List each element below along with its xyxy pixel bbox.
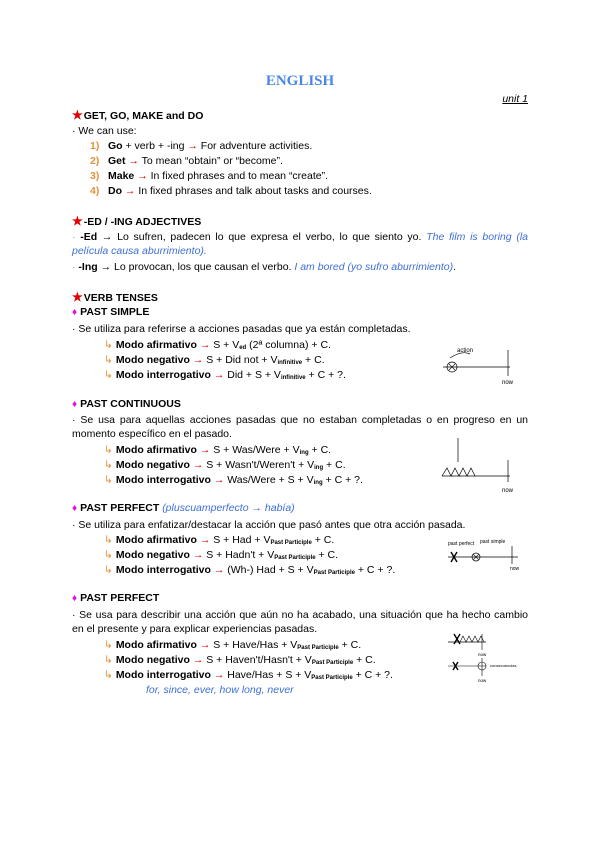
diagram-label: now xyxy=(502,488,514,494)
diagram-label: consecuencias xyxy=(490,663,517,668)
list-item: 3) Make → In fixed phrases and to mean “create”. xyxy=(90,170,329,182)
diagram-label: now xyxy=(510,566,520,572)
star-icon: ★ xyxy=(72,108,83,122)
present-perfect-interrogative: ↳ Modo interrogativo → Have/Has + $S + V_{Past Participle} + C$ + ?. xyxy=(104,669,393,681)
diamond-icon: ♦ xyxy=(72,503,78,514)
subheading-present-perfect: ♦ PAST PERFECT xyxy=(72,592,160,604)
page-title: ENGLISH xyxy=(265,73,335,89)
star-icon: ★ xyxy=(72,214,83,228)
ed-adjective-rule: · -Ed → Lo sufren, padecen lo que expresa el verbo, lo que siento yo. The film is boring (la película causa aburrimiento). xyxy=(72,231,529,257)
present-perfect-keywords: for, since, ever, how long, never xyxy=(146,684,294,696)
list-item: 2) Get → To mean “obtain” or “become”. xyxy=(90,155,283,167)
past-simple-timeline-diagram xyxy=(440,340,520,388)
present-perfect-timeline-diagram xyxy=(446,630,526,686)
diagram-label: now xyxy=(478,678,487,683)
section-intro: · We can use: xyxy=(72,125,137,137)
past-simple-negative: ↳ Modo negativo → S + Did not + $V_{infinitive} + C$. xyxy=(104,354,325,366)
past-simple-interrogative: ↳ Modo interrogativo → Did + $S + V_{infinitive} + C$ + ?. xyxy=(104,369,346,381)
past-continuous-affirmative: ↳ Modo afirmativo → S + Was/Were + $V_{ing} + C$. xyxy=(104,444,332,456)
section-heading-get-go: ★GET, GO, MAKE and DO xyxy=(72,108,204,122)
past-simple-affirmative: ↳ Modo afirmativo → $S + V_{ed}$ (2ª columna) + C. xyxy=(104,339,331,351)
diagram-label: past perfect xyxy=(448,541,475,547)
present-perfect-affirmative: ↳ Modo afirmativo → S + Have/Has + $V_{Past Participle} + C$. xyxy=(104,639,362,651)
past-continuous-desc: · Se usa para aquellas acciones pasadas que no estaban completadas o en progreso en un momento específico en el pasado. xyxy=(72,414,528,440)
past-perfect-timeline-diagram xyxy=(446,536,526,576)
star-icon: ★ xyxy=(72,290,83,304)
past-continuous-interrogative: ↳ Modo interrogativo → Was/Were + $S + V_{ing} + C$ + ?. xyxy=(104,474,363,486)
ing-adjective-rule: · -Ing → Lo provocan, los que causan el verbo. I am bored (yo sufro aburrimiento). xyxy=(72,261,457,273)
subheading-past-simple: ♦ PAST SIMPLE xyxy=(72,306,150,318)
present-perfect-negative: ↳ Modo negativo → S + Haven't/Hasn't + $V_{Past Participle} + C$. xyxy=(104,654,376,666)
section-heading-verb-tenses: ★VERB TENSES xyxy=(72,290,158,304)
past-continuous-timeline-diagram xyxy=(440,436,520,496)
diagram-label: action xyxy=(457,348,474,354)
unit-label: unit 1 xyxy=(502,93,528,105)
list-item: 4) Do → In fixed phrases and talk about tasks and courses. xyxy=(90,185,372,197)
section-heading-adjectives: ★-ED / -ING ADJECTIVES xyxy=(72,214,202,228)
past-perfect-affirmative: ↳ Modo afirmativo → S + Had + $V_{Past Participle} + C$. xyxy=(104,534,335,546)
subheading-past-perfect: ♦ PAST PERFECT (pluscuamperfecto → había) xyxy=(72,502,295,514)
past-perfect-interrogative: ↳ Modo interrogativo → (Wh-) Had + $S + V_{Past Participle} + C$ + ?. xyxy=(104,564,396,576)
diamond-icon: ♦ xyxy=(72,307,78,318)
diagram-label: past simple xyxy=(480,539,506,545)
diamond-icon: ♦ xyxy=(72,399,78,410)
past-simple-desc: · Se utiliza para referirse a acciones pasadas que ya están completadas. xyxy=(72,323,411,335)
past-perfect-desc: · Se utiliza para enfatizar/destacar la acción que pasó antes que otra acción pasada. xyxy=(72,519,466,531)
present-perfect-desc: · Se usa para describir una acción que aún no ha acabado, una situación que ha hecho cambio en el presente y para explicar experiencias pasadas. xyxy=(72,609,528,635)
past-perfect-negative: ↳ Modo negativo → S + Hadn't + $V_{Past Participle} + C$. xyxy=(104,549,339,561)
diagram-label: now xyxy=(502,380,514,386)
subheading-past-continuous: ♦ PAST CONTINUOUS xyxy=(72,398,181,410)
past-continuous-negative: ↳ Modo negativo → S + Wasn't/Weren't + $V_{ing} + C$. xyxy=(104,459,346,471)
diagram-label: now xyxy=(478,652,487,657)
diamond-icon: ♦ xyxy=(72,593,78,604)
list-item: 1) Go + verb + -ing → For adventure activities. xyxy=(90,140,313,152)
